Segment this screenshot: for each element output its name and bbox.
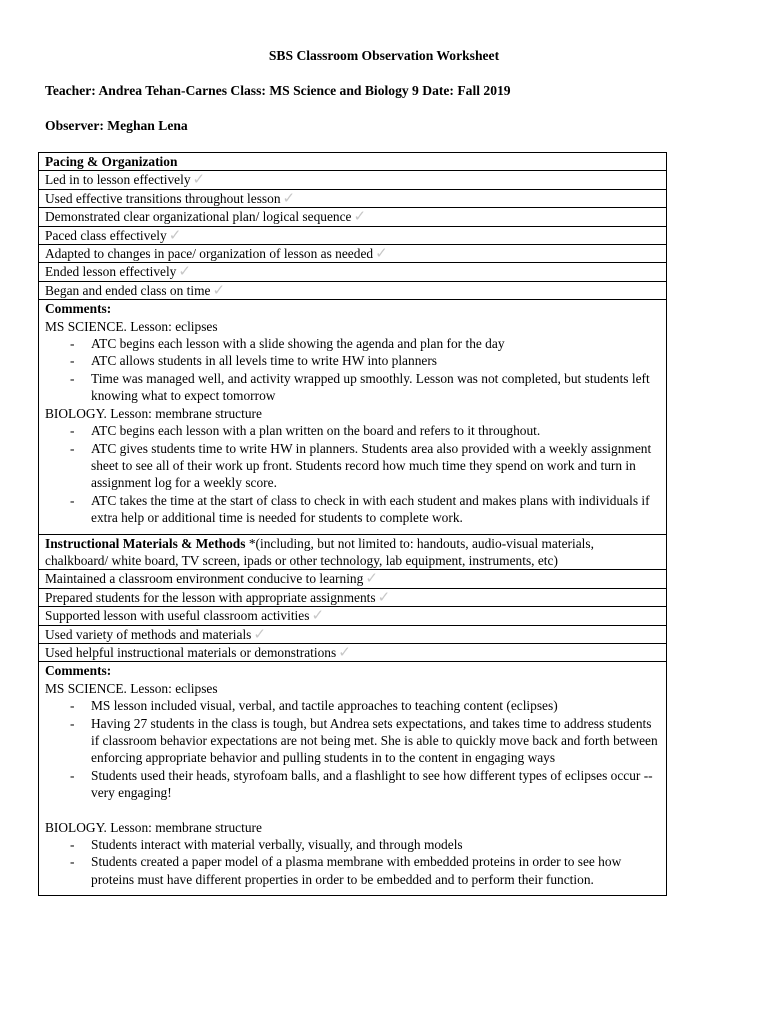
- biology-comment-list: [45, 836, 660, 888]
- comment-item: - Having 27 students in the class is tough, but Andrea sets expectations, and takes time to address students if classroom behavior expectations are not being met. She is able to quickly move back and forth between enforcing appropriate behavior and pulling students in to the content in engaging ways: [70, 715, 660, 767]
- materials-item-label: Used helpful instructional materials or demonstrations: [45, 644, 337, 660]
- observation-table: [38, 152, 667, 896]
- comment-item: - ATC begins each lesson with a slide showing the agenda and plan for the day: [70, 335, 660, 352]
- pacing-item-label: Ended lesson effectively: [45, 264, 177, 280]
- comment-item: - Time was managed well, and activity wrapped up smoothly. Lesson was not completed, but students left knowing what to expect tomorrow: [70, 370, 660, 405]
- materials-item-label: Maintained a classroom environment conducive to learning: [45, 571, 364, 587]
- comment-item: - ATC gives students time to write HW in planners. Students area also provided with a weekly assignment sheet to see all of their work up front. Students record how much time they spend on work and turn in assignment log for a weekly score.: [70, 440, 660, 492]
- ms-science-heading: MS SCIENCE. Lesson: eclipses: [45, 680, 218, 696]
- ms-science-comment-list: [45, 335, 660, 405]
- materials-comments: [39, 662, 667, 896]
- comments-label: Comments:: [45, 301, 112, 317]
- checkmark-icon: ✓: [282, 190, 296, 207]
- pacing-header: Pacing & Organization: [39, 153, 667, 171]
- pacing-item-label: Paced class effectively: [45, 227, 167, 243]
- checkmark-icon: ✓: [192, 172, 206, 189]
- materials-item-label: Prepared students for the lesson with appropriate assignments: [45, 589, 376, 605]
- checkmark-icon: ✓: [375, 246, 388, 263]
- pacing-item: [39, 263, 667, 281]
- pacing-item-label: Adapted to changes in pace/ organization of lesson as needed: [45, 246, 374, 262]
- biology-comment-list: [45, 422, 660, 526]
- materials-item: [39, 570, 667, 588]
- spacer: [45, 802, 660, 819]
- page-title: SBS Classroom Observation Worksheet: [268, 48, 500, 63]
- checkmark-icon: ✓: [178, 264, 191, 281]
- materials-item: [39, 588, 667, 606]
- comment-item: - ATC takes the time at the start of class to check in with each student and makes plans with individuals if extra help or additional time is needed for students to complete work.: [70, 492, 660, 527]
- checkmark-icon: ✓: [212, 282, 226, 299]
- comment-item: - MS lesson included visual, verbal, and tactile approaches to teaching content (eclipses): [70, 697, 660, 714]
- pacing-item: [39, 281, 667, 299]
- pacing-item-label: Demonstrated clear organizational plan/ logical sequence: [45, 209, 352, 225]
- comment-item: - Students used their heads, styrofoam balls, and a flashlight to see how different types of eclipses occur -- very engaging!: [70, 767, 660, 802]
- pacing-item: [39, 226, 667, 244]
- materials-header: [39, 534, 667, 570]
- checkmark-icon: ✓: [338, 644, 351, 661]
- pacing-comments: [39, 300, 667, 534]
- checkmark-icon: ✓: [311, 608, 325, 625]
- materials-item: [39, 625, 667, 643]
- comment-item: - ATC begins each lesson with a plan written on the board and refers to it throughout.: [70, 422, 660, 439]
- materials-item-label: Supported lesson with useful classroom activities: [45, 608, 310, 624]
- materials-header-note: *(including, but not limited to: handouts, audio-visual materials, chalkboard/ white board, TV screen, ipads or other technology, lab equipment, instruments, etc): [45, 535, 594, 568]
- comments-label: Comments:: [45, 663, 112, 679]
- checkmark-icon: ✓: [353, 209, 367, 226]
- teacher-line: Teacher: Andrea Tehan-Carnes Class: MS Science and Biology 9 Date: Fall 2019: [45, 83, 511, 98]
- materials-item-label: Used variety of methods and materials: [45, 626, 252, 642]
- materials-item: [39, 607, 667, 625]
- ms-science-comment-list: [45, 697, 660, 801]
- pacing-item-label: Led in to lesson effectively: [45, 172, 191, 188]
- observer-line: Observer: Meghan Lena: [45, 118, 188, 133]
- checkmark-icon: ✓: [253, 626, 266, 643]
- pacing-item: [39, 208, 667, 226]
- ms-science-heading: MS SCIENCE. Lesson: eclipses: [45, 318, 218, 334]
- pacing-item: [39, 189, 667, 207]
- comment-item: - ATC allows students in all levels time to write HW into planners: [70, 352, 660, 369]
- pacing-item: [39, 171, 667, 189]
- biology-heading: BIOLOGY. Lesson: membrane structure: [45, 405, 262, 421]
- comment-item: - Students created a paper model of a plasma membrane with embedded proteins in order to see how proteins must have different properties in order to be embedded and to perform their function.: [70, 853, 660, 888]
- checkmark-icon: ✓: [365, 571, 378, 588]
- biology-heading: BIOLOGY. Lesson: membrane structure: [45, 819, 262, 835]
- materials-header-title: Instructional Materials & Methods: [45, 535, 246, 551]
- checkmark-icon: ✓: [377, 589, 391, 606]
- pacing-item: [39, 245, 667, 263]
- comment-item: - Students interact with material verbally, visually, and through models: [70, 836, 660, 853]
- materials-item: [39, 643, 667, 661]
- checkmark-icon: ✓: [168, 227, 182, 244]
- pacing-item-label: Began and ended class on time: [45, 282, 211, 298]
- pacing-item-label: Used effective transitions throughout lesson: [45, 190, 281, 206]
